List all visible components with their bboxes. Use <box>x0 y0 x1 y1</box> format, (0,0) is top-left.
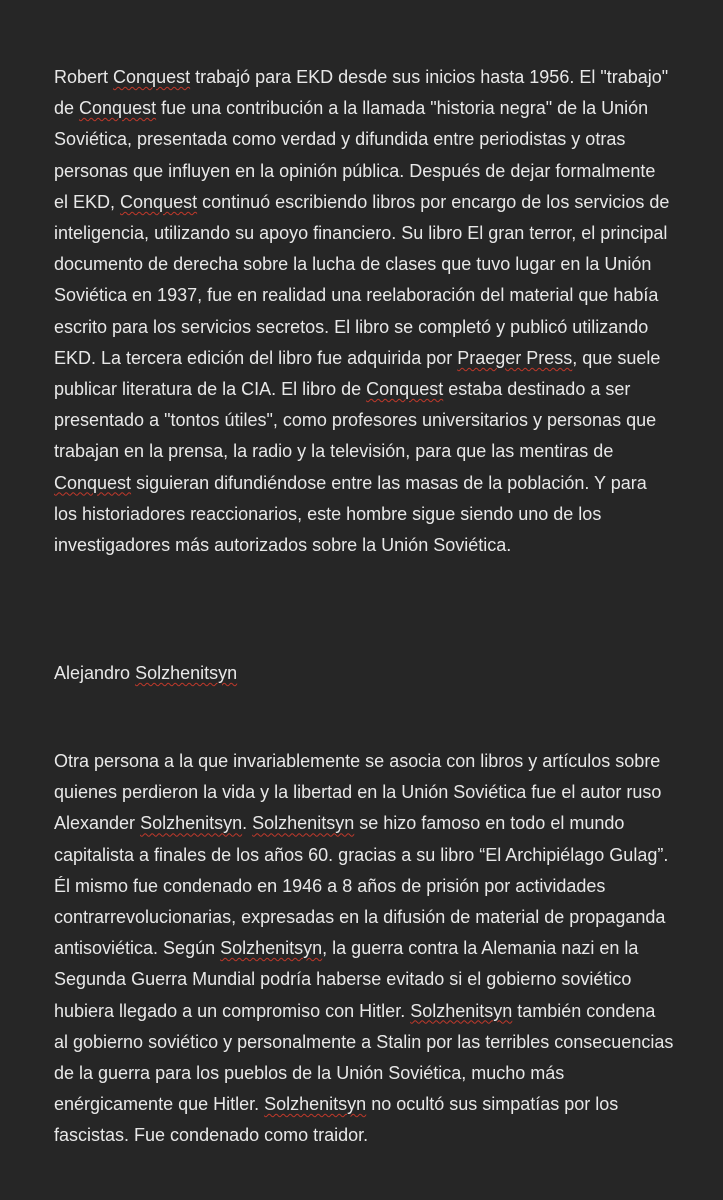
paragraph-conquest <box>54 62 674 561</box>
text-run: también condena al gobierno soviético y personalmente a Stalin por las terribles consecuencias de la guerra para los pueblos de la Unión Soviética, mucho más enérgicamente que Hitler. <box>54 1000 679 1115</box>
text-run: fue una contribución a la llamada "historia negra" de la Unión Soviética, presentada como verdad y difundida entre periodistas y otras personas que influyen en la opinión pública. Después de dejar formalmente el EKD, <box>54 98 661 212</box>
text-run: no ocultó sus simpatías por los fascistas. Fue condenado como traidor. <box>54 1094 624 1146</box>
text-run: trabajó para EKD desde sus inicios hasta 1956. El "trabajo" de <box>54 67 674 119</box>
text-run: , la guerra contra la Alemania nazi en la Segunda Guerra Mundial podría haberse evitado si el gobierno soviético hubiera llegado a un compromiso con Hitler. <box>54 938 644 1021</box>
text-run: . <box>242 813 253 834</box>
text-run: siguieran difundiéndose entre las masas de la población. Y para los historiadores reaccionarios, este hombre sigue siendo uno de los investigadores más autorizados sobre la Unión Soviética. <box>54 472 652 556</box>
spellcheck-flagged-word[interactable]: Solzhenitsyn <box>252 813 355 834</box>
text-run: Alejandro <box>54 663 136 683</box>
text-run: se hizo famoso en todo el mundo capitalista a finales de los años 60. gracias a su libro “El Archipiélago Gulag”. Él mismo fue condenado en 1946 a 8 años de prisión por actividades contrarrevolucionarias, expresadas en la difusión de material de propaganda antisoviética. Según <box>54 813 674 959</box>
section-heading-solzhenitsyn <box>54 658 674 689</box>
text-run: Otra persona a la que invariablemente se asocia con libros y artículos sobre quienes perdieron la vida y la libertad en la Unión Soviética fue el autor ruso Alexander <box>54 751 666 834</box>
spellcheck-flagged-word[interactable]: Praeger Press <box>457 347 573 368</box>
spellcheck-flagged-word[interactable]: Solzhenitsyn <box>264 1094 367 1115</box>
spellcheck-flagged-word[interactable]: Solzhenitsyn <box>140 813 243 834</box>
paragraph-solzhenitsyn <box>54 746 679 1152</box>
spellcheck-flagged-word[interactable]: Conquest <box>366 379 444 400</box>
text-run: estaba destinado a ser presentado a "tontos útiles", como profesores universitarios y personas que trabajan en la prensa, la radio y la televisión, para que las mentiras de <box>54 379 662 462</box>
spellcheck-flagged-word[interactable]: Conquest <box>54 472 132 493</box>
spellcheck-flagged-word[interactable]: Conquest <box>113 67 191 87</box>
spellcheck-flagged-word[interactable]: Solzhenitsyn <box>220 938 323 959</box>
spellcheck-flagged-word[interactable]: Solzhenitsyn <box>410 1000 513 1021</box>
spellcheck-flagged-word[interactable]: Solzhenitsyn <box>135 663 238 683</box>
spellcheck-flagged-word[interactable]: Conquest <box>79 98 157 119</box>
text-run: continuó escribiendo libros por encargo de los servicios de inteligencia, utilizando su apoyo financiero. Su libro El gran terror, el principal documento de derecha sobre la lucha de clases que tuvo lugar en la Unión Soviética en 1937, fue en realidad una reelaboración del material que había escrito para los servicios secretos. El libro se completó y publicó utilizando EKD. La tercera edición del libro fue adquirida por <box>54 191 675 368</box>
spellcheck-flagged-word[interactable]: Conquest <box>120 191 198 212</box>
text-run: , que suele publicar literatura de la CIA. El libro de <box>54 347 666 400</box>
text-run: Robert <box>54 67 114 87</box>
